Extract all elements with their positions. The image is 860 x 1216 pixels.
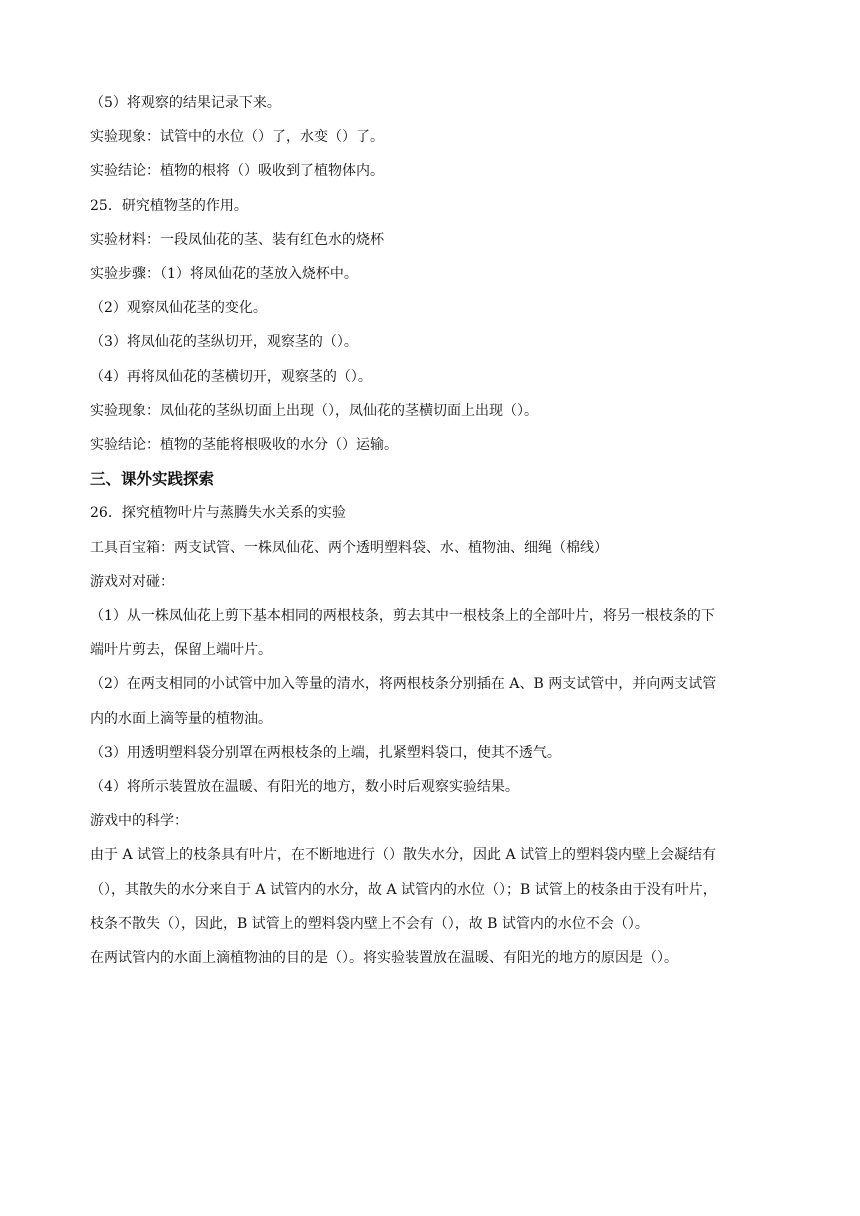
text-line-conclusion-q24: 实验结论：植物的根将（）吸收到了植物体内。	[90, 163, 384, 180]
text-line-science-heading: 游戏中的科学：	[90, 813, 188, 830]
text-line-step3-q26: （3）用透明塑料袋分别罩在两根枝条的上端，扎紧塑料袋口，使其不透气。	[90, 744, 561, 761]
text-line-step4-q25: （4）再将凤仙花的茎横切开，观察茎的（）。	[90, 368, 372, 385]
text-line-steps-q25: 实验步骤：（1）将凤仙花的茎放入烧杯中。	[90, 266, 358, 283]
text-line-game-heading: 游戏对对碰：	[90, 573, 174, 590]
question-26-title: 26．探究植物叶片与蒸腾失水关系的实验	[90, 505, 346, 522]
text-line-science-2: （），其散失的水分来自于 A 试管内的水分，故 A 试管内的水位（）；B 试管上的枝条由于没有叶片，	[90, 881, 717, 898]
text-line-science-4: 在两试管内的水面上滴植物油的目的是（）。将实验装置放在温暖、有阳光的地方的原因是（）。	[90, 950, 678, 967]
text-line-science-3: 枝条不散失（），因此，B 试管上的塑料袋内壁上不会有（），故 B 试管内的水位不会（）。	[90, 915, 649, 932]
text-line-step4-q26: （4）将所示装置放在温暖、有阳光的地方，数小时后观察实验结果。	[90, 779, 519, 796]
document-page	[90, 86, 780, 975]
text-line-phenomenon-q25: 实验现象：凤仙花的茎纵切面上出现（），凤仙花的茎横切面上出现（）。	[90, 402, 538, 419]
section-heading: 三、课外实践探索	[90, 470, 215, 489]
text-line-materials-q25: 实验材料：一段凤仙花的茎、装有红色水的烧杯	[90, 231, 384, 248]
text-line-step1-q26-a: （1）从一株凤仙花上剪下基本相同的两根枝条，剪去其中一根枝条上的全部叶片，将另一根枝条的下	[90, 608, 715, 625]
text-line-tools-q26: 工具百宝箱：两支试管、一株凤仙花、两个透明塑料袋、水、植物油、细绳（棉线）	[90, 539, 608, 556]
text-line-step5: （5）将观察的结果记录下来。	[90, 95, 281, 111]
text-line-step2-q26-b: 内的水面上滴等量的植物油。	[90, 710, 272, 727]
text-line-step1-q26-b: 端叶片剪去，保留上端叶片。	[90, 642, 272, 659]
text-line-phenomenon-q24: 实验现象：试管中的水位（）了，水变（）了。	[90, 129, 384, 146]
text-line-science-1: 由于 A 试管上的枝条具有叶片，在不断地进行（）散失水分，因此 A 试管上的塑料袋内壁上会凝结有	[90, 847, 717, 864]
text-line-conclusion-q25: 实验结论：植物的茎能将根吸收的水分（）运输。	[90, 437, 398, 454]
text-line-step2-q25: （2）观察凤仙花茎的变化。	[90, 300, 267, 317]
text-line-step2-q26-a: （2）在两支相同的小试管中加入等量的清水，将两根枝条分别插在 A、B 两支试管中，并向两支试管	[90, 676, 717, 693]
text-line-step3-q25: （3）将凤仙花的茎纵切开，观察茎的（）。	[90, 334, 358, 351]
question-25-title: 25．研究植物茎的作用。	[90, 197, 248, 214]
